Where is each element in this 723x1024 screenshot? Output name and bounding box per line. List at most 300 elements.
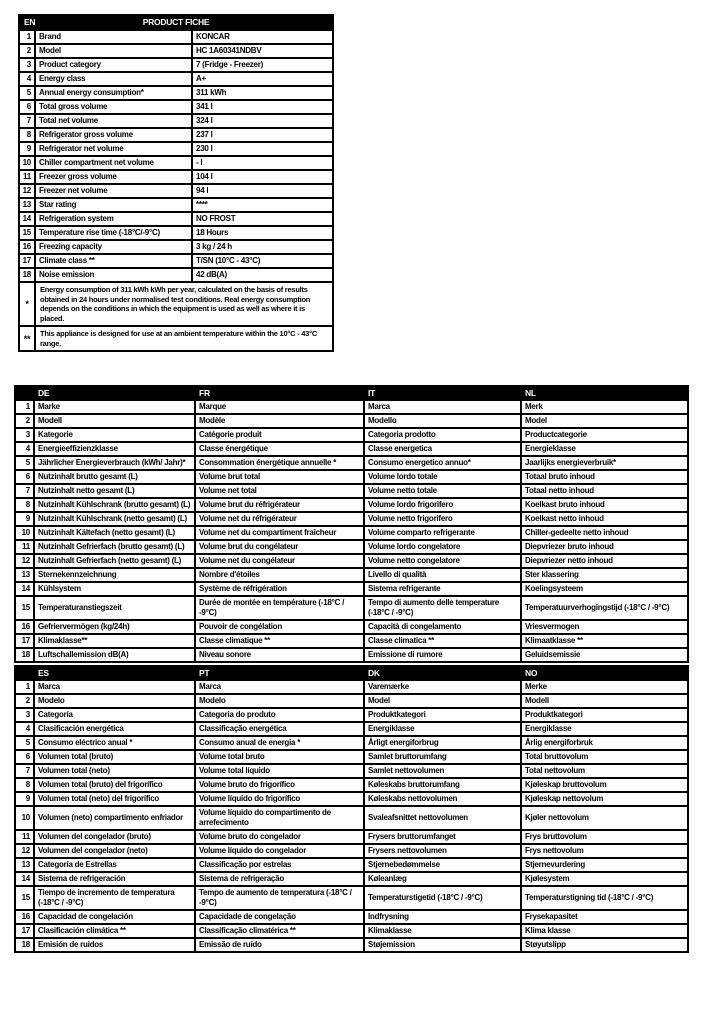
row-number: 5 bbox=[19, 86, 35, 100]
cell-fr: Nombre d'étoiles bbox=[195, 568, 364, 582]
cell-it: Volume lordo totale bbox=[364, 470, 521, 484]
translations-de-fr-it-nl-table bbox=[14, 385, 689, 663]
attribute-value-cell: 230 l bbox=[192, 142, 333, 156]
cell-nl: Geluidsemissie bbox=[521, 648, 688, 662]
row-number: 9 bbox=[15, 512, 34, 526]
cell-it: Marca bbox=[364, 400, 521, 414]
lang-header-de: DE bbox=[34, 386, 195, 400]
cell-pt: Consumo anual de energia * bbox=[195, 736, 364, 750]
row-number: 1 bbox=[19, 30, 35, 44]
cell-no: Total bruttovolum bbox=[521, 750, 688, 764]
row-number: 13 bbox=[15, 858, 34, 872]
cell-no: Årlig energiforbruk bbox=[521, 736, 688, 750]
translation-row bbox=[15, 764, 688, 778]
translation-row bbox=[15, 456, 688, 470]
row-number: 16 bbox=[15, 620, 34, 634]
cell-it: Sistema refrigerante bbox=[364, 582, 521, 596]
cell-it: Consumo energetico annuo* bbox=[364, 456, 521, 470]
en-table-row bbox=[19, 86, 333, 100]
cell-pt: Volume líquido do compartimento de arrefecimento bbox=[195, 806, 364, 830]
cell-es: Consumo eléctrico anual * bbox=[34, 736, 195, 750]
cell-it: Categoria prodotto bbox=[364, 428, 521, 442]
cell-fr: Durée de montée en température (-18°C / -9°C) bbox=[195, 596, 364, 620]
en-table-header bbox=[19, 15, 333, 30]
row-number: 11 bbox=[19, 170, 35, 184]
cell-pt: Volume líquido do frigorífico bbox=[195, 792, 364, 806]
row-number: 3 bbox=[15, 708, 34, 722]
attribute-label-cell: Brand bbox=[35, 30, 192, 44]
translation-row bbox=[15, 512, 688, 526]
cell-dk: Svaleafsnittet nettovolumen bbox=[364, 806, 521, 830]
cell-pt: Capacidade de congelação bbox=[195, 910, 364, 924]
translation-row bbox=[15, 680, 688, 694]
t2-header bbox=[15, 386, 688, 400]
cell-fr: Volume net du congélateur bbox=[195, 554, 364, 568]
cell-de: Nutzinhalt Kühlschrank (netto gesamt) (L) bbox=[34, 512, 195, 526]
cell-no: Merke bbox=[521, 680, 688, 694]
cell-dk: Årligt energiforbrug bbox=[364, 736, 521, 750]
cell-it: Classe energetica bbox=[364, 442, 521, 456]
cell-it: Volume netto frigorifero bbox=[364, 512, 521, 526]
row-number: 18 bbox=[19, 268, 35, 282]
en-table-header-row bbox=[19, 15, 333, 30]
cell-no: Modell bbox=[521, 694, 688, 708]
cell-no: Klima klasse bbox=[521, 924, 688, 938]
attribute-value-cell: NO FROST bbox=[192, 212, 333, 226]
t3-body bbox=[15, 680, 688, 952]
attribute-label-cell: Total gross volume bbox=[35, 100, 192, 114]
t3-header-empty-cell bbox=[15, 666, 34, 680]
translation-row bbox=[15, 792, 688, 806]
translation-row bbox=[15, 886, 688, 910]
translation-row bbox=[15, 498, 688, 512]
row-number: 13 bbox=[19, 198, 35, 212]
cell-nl: Vriesvermogen bbox=[521, 620, 688, 634]
en-table-row bbox=[19, 254, 333, 268]
cell-de: Sternekennzeichnung bbox=[34, 568, 195, 582]
translation-row bbox=[15, 806, 688, 830]
en-table-body bbox=[19, 30, 333, 282]
translation-row bbox=[15, 858, 688, 872]
cell-fr: Consommation énergétique annuelle * bbox=[195, 456, 364, 470]
cell-de: Nutzinhalt netto gesamt (L) bbox=[34, 484, 195, 498]
cell-fr: Modèle bbox=[195, 414, 364, 428]
cell-no: Frys nettovolum bbox=[521, 844, 688, 858]
cell-nl: Klimaatklasse ** bbox=[521, 634, 688, 648]
translation-row bbox=[15, 722, 688, 736]
cell-it: Modello bbox=[364, 414, 521, 428]
cell-pt: Volume total bruto bbox=[195, 750, 364, 764]
cell-pt: Volume bruto do congelador bbox=[195, 830, 364, 844]
lang-header-pt: PT bbox=[195, 666, 364, 680]
attribute-value-cell: A+ bbox=[192, 72, 333, 86]
cell-dk: Produktkategori bbox=[364, 708, 521, 722]
row-number: 6 bbox=[15, 470, 34, 484]
row-number: 18 bbox=[15, 648, 34, 662]
row-number: 1 bbox=[15, 400, 34, 414]
cell-pt: Sistema de refrigeração bbox=[195, 872, 364, 886]
attribute-value-cell: 18 Hours bbox=[192, 226, 333, 240]
en-table-row bbox=[19, 156, 333, 170]
cell-es: Clasificación climática ** bbox=[34, 924, 195, 938]
cell-pt: Categoria do produto bbox=[195, 708, 364, 722]
row-number: 9 bbox=[19, 142, 35, 156]
cell-pt: Classificação energética bbox=[195, 722, 364, 736]
row-number: 6 bbox=[19, 100, 35, 114]
cell-nl: Totaal netto inhoud bbox=[521, 484, 688, 498]
attribute-label-cell: Noise emission bbox=[35, 268, 192, 282]
cell-dk: Energiklasse bbox=[364, 722, 521, 736]
lang-header-nl: NL bbox=[521, 386, 688, 400]
cell-fr: Volume brut total bbox=[195, 470, 364, 484]
cell-it: Emissione di rumore bbox=[364, 648, 521, 662]
cell-nl: Productcategorie bbox=[521, 428, 688, 442]
translation-row bbox=[15, 634, 688, 648]
attribute-value-cell: 104 l bbox=[192, 170, 333, 184]
row-number: 15 bbox=[15, 886, 34, 910]
cell-dk: Køleanlæg bbox=[364, 872, 521, 886]
en-product-fiche-table bbox=[18, 14, 334, 352]
cell-no: Frys bruttovolum bbox=[521, 830, 688, 844]
row-number: 17 bbox=[19, 254, 35, 268]
cell-it: Classe climatica ** bbox=[364, 634, 521, 648]
attribute-label-cell: Energy class bbox=[35, 72, 192, 86]
cell-fr: Classe énergétique bbox=[195, 442, 364, 456]
row-number: 16 bbox=[15, 910, 34, 924]
attribute-value-cell: 3 kg / 24 h bbox=[192, 240, 333, 254]
cell-no: Kjølesystem bbox=[521, 872, 688, 886]
row-number: 3 bbox=[19, 58, 35, 72]
cell-nl: Diepvriezer netto inhoud bbox=[521, 554, 688, 568]
cell-no: Stjernevurdering bbox=[521, 858, 688, 872]
translation-row bbox=[15, 414, 688, 428]
cell-no: Temperaturstigning tid (-18°C / -9°C) bbox=[521, 886, 688, 910]
cell-dk: Indfrysning bbox=[364, 910, 521, 924]
cell-de: Gefriervermögen (kg/24h) bbox=[34, 620, 195, 634]
attribute-value-cell: **** bbox=[192, 198, 333, 212]
cell-no: Kjøler nettovolum bbox=[521, 806, 688, 830]
attribute-label-cell: Freezer net volume bbox=[35, 184, 192, 198]
row-number: 8 bbox=[15, 778, 34, 792]
cell-de: Nutzinhalt Gefrierfach (netto gesamt) (L) bbox=[34, 554, 195, 568]
attribute-label-cell: Annual energy consumption* bbox=[35, 86, 192, 100]
row-number: 10 bbox=[19, 156, 35, 170]
cell-nl: Jaarlijks energieverbruik* bbox=[521, 456, 688, 470]
cell-de: Nutzinhalt Gefrierfach (brutto gesamt) (L) bbox=[34, 540, 195, 554]
cell-de: Klimaklasse** bbox=[34, 634, 195, 648]
en-table-row bbox=[19, 44, 333, 58]
cell-fr: Pouvoir de congélation bbox=[195, 620, 364, 634]
en-table-footnotes bbox=[19, 282, 333, 351]
cell-de: Temperaturanstiegszeit bbox=[34, 596, 195, 620]
translation-row bbox=[15, 568, 688, 582]
en-table-row bbox=[19, 268, 333, 282]
row-number: 7 bbox=[15, 764, 34, 778]
translation-row bbox=[15, 596, 688, 620]
translation-tables bbox=[14, 385, 689, 953]
cell-es: Volumen total (neto) bbox=[34, 764, 195, 778]
attribute-label-cell: Star rating bbox=[35, 198, 192, 212]
row-number: 8 bbox=[19, 128, 35, 142]
cell-nl: Temperatuurverhogingstijd (-18°C / -9°C) bbox=[521, 596, 688, 620]
cell-dk: Frysers bruttorumfanget bbox=[364, 830, 521, 844]
attribute-value-cell: - l bbox=[192, 156, 333, 170]
row-number: 15 bbox=[19, 226, 35, 240]
row-number: 12 bbox=[15, 554, 34, 568]
cell-es: Categoría bbox=[34, 708, 195, 722]
cell-es: Volumen total (bruto) del frigorífico bbox=[34, 778, 195, 792]
cell-pt: Marca bbox=[195, 680, 364, 694]
attribute-label-cell: Freezing capacity bbox=[35, 240, 192, 254]
cell-pt: Volume líquido do congelador bbox=[195, 844, 364, 858]
cell-nl: Merk bbox=[521, 400, 688, 414]
en-table-row bbox=[19, 184, 333, 198]
attribute-value-cell: 42 dB(A) bbox=[192, 268, 333, 282]
translation-row bbox=[15, 540, 688, 554]
en-table-row bbox=[19, 142, 333, 156]
cell-it: Volume lordo congelatore bbox=[364, 540, 521, 554]
cell-de: Energieeffizienzklasse bbox=[34, 442, 195, 456]
row-number: 11 bbox=[15, 540, 34, 554]
row-number: 5 bbox=[15, 456, 34, 470]
translation-row bbox=[15, 554, 688, 568]
cell-nl: Chiller-gedeelte netto inhoud bbox=[521, 526, 688, 540]
translation-row bbox=[15, 872, 688, 886]
row-number: 14 bbox=[15, 582, 34, 596]
t2-header-row bbox=[15, 386, 688, 400]
lang-header-it: IT bbox=[364, 386, 521, 400]
cell-it: Volume netto congelatore bbox=[364, 554, 521, 568]
cell-de: Kühlsystem bbox=[34, 582, 195, 596]
cell-es: Categoría de Estrellas bbox=[34, 858, 195, 872]
row-number: 2 bbox=[15, 414, 34, 428]
attribute-label-cell: Refrigerator net volume bbox=[35, 142, 192, 156]
translation-row bbox=[15, 620, 688, 634]
cell-fr: Volume brut du réfrigérateur bbox=[195, 498, 364, 512]
cell-it: Tempo di aumento delle temperature (-18°C / -9°C) bbox=[364, 596, 521, 620]
cell-nl: Koelingsysteem bbox=[521, 582, 688, 596]
attribute-value-cell: T/SN (10°C - 43°C) bbox=[192, 254, 333, 268]
row-number: 17 bbox=[15, 634, 34, 648]
row-number: 14 bbox=[19, 212, 35, 226]
cell-no: Total nettovolum bbox=[521, 764, 688, 778]
cell-es: Emisión de ruidos bbox=[34, 938, 195, 952]
t2-header-empty-cell bbox=[15, 386, 34, 400]
cell-nl: Ster klassering bbox=[521, 568, 688, 582]
attribute-label-cell: Product category bbox=[35, 58, 192, 72]
row-number: 9 bbox=[15, 792, 34, 806]
attribute-label-cell: Chiller compartment net volume bbox=[35, 156, 192, 170]
en-table-row bbox=[19, 212, 333, 226]
attribute-value-cell: KONCAR bbox=[192, 30, 333, 44]
cell-dk: Køleskabs bruttorumfang bbox=[364, 778, 521, 792]
row-number: 15 bbox=[15, 596, 34, 620]
attribute-value-cell: 7 (Fridge - Freezer) bbox=[192, 58, 333, 72]
en-table-row bbox=[19, 128, 333, 142]
attribute-value-cell: 237 l bbox=[192, 128, 333, 142]
cell-nl: Diepvriezer bruto inhoud bbox=[521, 540, 688, 554]
cell-es: Capacidad de congelación bbox=[34, 910, 195, 924]
translation-row bbox=[15, 938, 688, 952]
translation-row bbox=[15, 778, 688, 792]
translations-es-pt-dk-no-table bbox=[14, 665, 689, 953]
cell-de: Kategorie bbox=[34, 428, 195, 442]
translation-row bbox=[15, 442, 688, 456]
lang-header-fr: FR bbox=[195, 386, 364, 400]
cell-no: Energiklasse bbox=[521, 722, 688, 736]
footnote-text: This appliance is designed for use at an ambient temperature within the 10°C - 43°C range. bbox=[35, 326, 333, 351]
cell-de: Jährlicher Energieverbrauch (kWh/ Jahr)* bbox=[34, 456, 195, 470]
cell-es: Sistema de refrigeración bbox=[34, 872, 195, 886]
row-number: 10 bbox=[15, 526, 34, 540]
row-number: 8 bbox=[15, 498, 34, 512]
row-number: 5 bbox=[15, 736, 34, 750]
row-number: 7 bbox=[19, 114, 35, 128]
row-number: 12 bbox=[19, 184, 35, 198]
cell-dk: Model bbox=[364, 694, 521, 708]
cell-it: Volume comparto refrigerante bbox=[364, 526, 521, 540]
en-table bbox=[18, 14, 334, 352]
attribute-label-cell: Temperature rise time (-18°C/-9°C) bbox=[35, 226, 192, 240]
cell-es: Clasificación energética bbox=[34, 722, 195, 736]
row-number: 7 bbox=[15, 484, 34, 498]
row-number: 4 bbox=[19, 72, 35, 86]
attribute-label-cell: Total net volume bbox=[35, 114, 192, 128]
attribute-label-cell: Freezer gross volume bbox=[35, 170, 192, 184]
lang-header-dk: DK bbox=[364, 666, 521, 680]
cell-pt: Emissão de ruído bbox=[195, 938, 364, 952]
cell-it: Volume lordo frigorifero bbox=[364, 498, 521, 512]
cell-no: Støyutslipp bbox=[521, 938, 688, 952]
en-header-bar bbox=[23, 17, 329, 28]
row-number: 13 bbox=[15, 568, 34, 582]
translation-row bbox=[15, 470, 688, 484]
attribute-value-cell: HC 1A60341NDBV bbox=[192, 44, 333, 58]
row-number: 11 bbox=[15, 830, 34, 844]
cell-de: Nutzinhalt Kältefach (netto gesamt) (L) bbox=[34, 526, 195, 540]
cell-nl: Koelkast bruto inhoud bbox=[521, 498, 688, 512]
cell-dk: Samlet bruttorumfang bbox=[364, 750, 521, 764]
cell-dk: Temperaturstigetid (-18°C / -9°C) bbox=[364, 886, 521, 910]
translation-row bbox=[15, 910, 688, 924]
translation-row bbox=[15, 694, 688, 708]
cell-pt: Classificação climatérica ** bbox=[195, 924, 364, 938]
en-table-row bbox=[19, 58, 333, 72]
attribute-label-cell: Climate class ** bbox=[35, 254, 192, 268]
translation-row bbox=[15, 830, 688, 844]
translation-row bbox=[15, 924, 688, 938]
cell-fr: Marque bbox=[195, 400, 364, 414]
cell-es: Marca bbox=[34, 680, 195, 694]
cell-es: Volumen del congelador (neto) bbox=[34, 844, 195, 858]
cell-fr: Volume net total bbox=[195, 484, 364, 498]
cell-it: Volume netto totale bbox=[364, 484, 521, 498]
cell-pt: Modelo bbox=[195, 694, 364, 708]
cell-it: Livello di qualità bbox=[364, 568, 521, 582]
cell-nl: Totaal bruto inhoud bbox=[521, 470, 688, 484]
en-language-code: EN bbox=[24, 17, 36, 27]
cell-dk: Stjernebedømmelse bbox=[364, 858, 521, 872]
cell-dk: Varemærke bbox=[364, 680, 521, 694]
attribute-label-cell: Refrigerator gross volume bbox=[35, 128, 192, 142]
cell-pt: Classificação por estrelas bbox=[195, 858, 364, 872]
cell-fr: Volume brut du congélateur bbox=[195, 540, 364, 554]
row-number: 2 bbox=[19, 44, 35, 58]
row-number: 1 bbox=[15, 680, 34, 694]
row-number: 3 bbox=[15, 428, 34, 442]
en-table-row bbox=[19, 198, 333, 212]
cell-nl: Energieklasse bbox=[521, 442, 688, 456]
cell-fr: Volume net du compartiment fraîcheur bbox=[195, 526, 364, 540]
cell-es: Modelo bbox=[34, 694, 195, 708]
lang-header-es: ES bbox=[34, 666, 195, 680]
row-number: 4 bbox=[15, 722, 34, 736]
row-number: 12 bbox=[15, 844, 34, 858]
footnote-row bbox=[19, 282, 333, 326]
attribute-value-cell: 94 l bbox=[192, 184, 333, 198]
cell-de: Marke bbox=[34, 400, 195, 414]
translation-row bbox=[15, 484, 688, 498]
attribute-label-cell: Model bbox=[35, 44, 192, 58]
footnote-marker: ** bbox=[19, 326, 35, 351]
cell-fr: Volume net du réfrigérateur bbox=[195, 512, 364, 526]
lang-header-no: NO bbox=[521, 666, 688, 680]
en-table-title: PRODUCT FICHE bbox=[142, 17, 210, 27]
row-number: 10 bbox=[15, 806, 34, 830]
translation-row bbox=[15, 648, 688, 662]
row-number: 17 bbox=[15, 924, 34, 938]
footnote-row bbox=[19, 326, 333, 351]
translation-row bbox=[15, 400, 688, 414]
footnote-marker: * bbox=[19, 282, 35, 326]
cell-es: Volumen total (neto) del frigorífico bbox=[34, 792, 195, 806]
translation-row bbox=[15, 428, 688, 442]
cell-es: Volumen total (bruto) bbox=[34, 750, 195, 764]
cell-no: Produktkategori bbox=[521, 708, 688, 722]
en-table-row bbox=[19, 170, 333, 184]
attribute-value-cell: 341 l bbox=[192, 100, 333, 114]
cell-es: Tiempo de incremento de temperatura (-18°C / -9°C) bbox=[34, 886, 195, 910]
translation-row bbox=[15, 708, 688, 722]
row-number: 4 bbox=[15, 442, 34, 456]
cell-de: Luftschallemission dB(A) bbox=[34, 648, 195, 662]
en-table-row bbox=[19, 100, 333, 114]
cell-dk: Samlet nettovolumen bbox=[364, 764, 521, 778]
t3-header bbox=[15, 666, 688, 680]
footnote-text: Energy consumption of 311 kWh kWh per year, calculated on the basis of results obtained in 24 hours under normalised test conditions. Real energy consumption depends on the conditions in which the equipment is used as well as where it is placed. bbox=[35, 282, 333, 326]
translation-row bbox=[15, 582, 688, 596]
attribute-label-cell: Refrigeration system bbox=[35, 212, 192, 226]
cell-nl: Model bbox=[521, 414, 688, 428]
cell-fr: Classe climatique ** bbox=[195, 634, 364, 648]
cell-fr: Niveau sonore bbox=[195, 648, 364, 662]
cell-dk: Frysers nettovolumen bbox=[364, 844, 521, 858]
cell-nl: Koelkast netto inhoud bbox=[521, 512, 688, 526]
cell-dk: Klimaklasse bbox=[364, 924, 521, 938]
en-table-row bbox=[19, 240, 333, 254]
cell-no: Kjøleskap nettovolum bbox=[521, 792, 688, 806]
attribute-value-cell: 311 kWh bbox=[192, 86, 333, 100]
row-number: 2 bbox=[15, 694, 34, 708]
cell-fr: Catégorie produit bbox=[195, 428, 364, 442]
cell-fr: Système de réfrigération bbox=[195, 582, 364, 596]
row-number: 14 bbox=[15, 872, 34, 886]
row-number: 18 bbox=[15, 938, 34, 952]
cell-es: Volumen (neto) compartimento enfriador bbox=[34, 806, 195, 830]
translation-row bbox=[15, 750, 688, 764]
cell-no: Frysekapasitet bbox=[521, 910, 688, 924]
row-number: 16 bbox=[19, 240, 35, 254]
